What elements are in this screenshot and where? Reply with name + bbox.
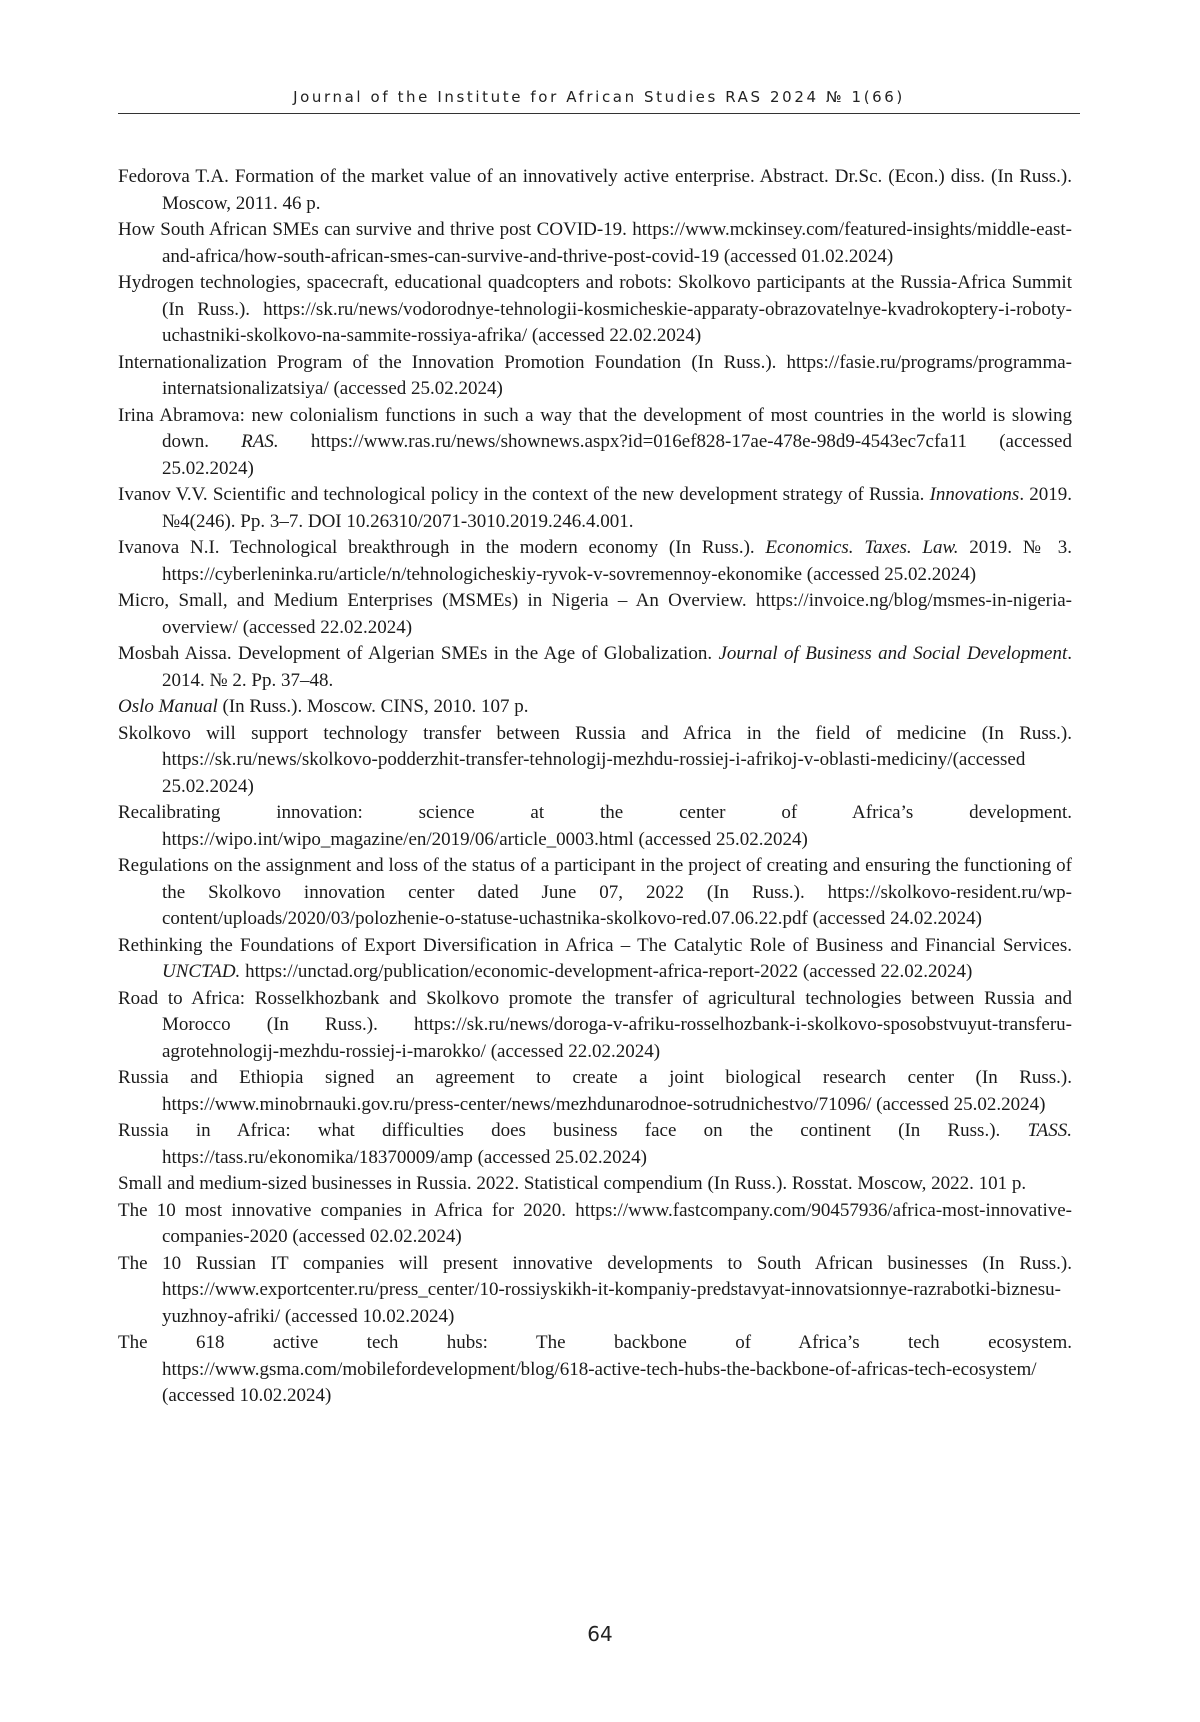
reference-text: Hydrogen technologies, spacecraft, educational quadcopters and robots: Skolkovo participants at the Russia-Africa Summit (In Russ.). https://sk.ru/news/vodorodnye-tehnologii-kosmicheskie-apparaty-obrazovatelnye-kvadrokoptery-i-roboty-uchastniki-skolkovo-na-sammite-rossiya-afrika/ (accessed 22.02.2024): [118, 272, 1072, 346]
reference-entry: [118, 1118, 1072, 1171]
reference-italic-text: Innovations: [929, 484, 1020, 505]
reference-text: 2019. № 3. https://cyberleninka.ru/article/n/tehnologicheskiy-ryvok-v-sovremennoy-ekonomike (accessed 25.02.2024): [162, 537, 1072, 585]
reference-text: Russia in Africa: what difficulties does business face on the continent (In Russ.).: [118, 1120, 1028, 1141]
reference-entry: [118, 1171, 1072, 1198]
reference-text: Mosbah Aissa. Development of Algerian SMEs in the Age of Globalization.: [118, 643, 719, 664]
reference-text: Ivanov V.V. Scientific and technological policy in the context of the new development strategy of Russia.: [118, 484, 930, 505]
reference-entry: [118, 403, 1072, 483]
reference-text: How South African SMEs can survive and thrive post COVID-19. https://www.mckinsey.com/featured-insights/middle-east-and-africa/how-south-african-smes-can-survive-and-thrive-post-covid-19 (accessed 01.02.2024): [118, 219, 1072, 267]
reference-text: Regulations on the assignment and loss of the status of a participant in the project of creating and ensuring the functioning of the Skolkovo innovation center dated June 07, 2022 (In Russ.). https://skolkovo-resident.ru/wp-content/uploads/2020/03/polozhenie-o-statuse-uchastnika-skolkovo-red.07.06.22.pdf (accessed 24.02.2024): [118, 855, 1072, 929]
reference-entry: [118, 270, 1072, 350]
reference-italic-text: Oslo Manual: [118, 696, 218, 717]
reference-text: Recalibrating innovation: science at the center of Africa’s development. https://wipo.int/wipo_magazine/en/2019/06/article_0003.html (accessed 25.02.2024): [118, 802, 1072, 850]
reference-text: https://unctad.org/publication/economic-development-africa-report-2022 (accessed 22.02.2024): [240, 961, 973, 982]
reference-text: Russia and Ethiopia signed an agreement to create a joint biological research center (In Russ.). https://www.minobrnauki.gov.ru/press-center/news/mezhdunarodnoe-sotrudnichestvo/71096/ (accessed 25.02.2024): [118, 1067, 1072, 1115]
reference-text: https://www.ras.ru/news/shownews.aspx?id=016ef828-17ae-478e-98d9-4543ec7cfa11 (accessed 25.02.2024): [162, 431, 1072, 479]
reference-entry: [118, 986, 1072, 1066]
reference-text: Skolkovo will support technology transfer between Russia and Africa in the field of medicine (In Russ.). https://sk.ru/news/skolkovo-podderzhit-transfer-tehnologij-mezhdu-rossiej-i-afrikoj-v-oblasti-mediciny/(accessed 25.02.2024): [118, 722, 1072, 797]
reference-entry: [118, 164, 1072, 217]
reference-text: Micro, Small, and Medium Enterprises (MSMEs) in Nigeria – An Overview. https://invoice.ng/blog/msmes-in-nigeria-overview/ (accessed 22.02.2024): [118, 590, 1072, 638]
reference-italic-text: Economics. Taxes. Law.: [765, 537, 959, 558]
reference-entry: [118, 1198, 1072, 1251]
reference-entry: [118, 1330, 1072, 1410]
reference-text: Internationalization Program of the Innovation Promotion Foundation (In Russ.). https://fasie.ru/programs/programma-internatsionalizatsiya/ (accessed 25.02.2024): [118, 351, 1072, 399]
reference-entry: [118, 535, 1072, 588]
reference-entry: [118, 694, 1072, 721]
reference-entry: [118, 641, 1072, 694]
reference-italic-text: TASS.: [1027, 1120, 1072, 1141]
journal-header: Journal of the Institute for African Studies RAS 2024 № 1(66): [293, 88, 905, 106]
reference-text: Ivanova N.I. Technological breakthrough in the modern economy (In Russ.).: [118, 537, 766, 558]
reference-text: The 10 Russian IT companies will present innovative developments to South African businesses (In Russ.). https://www.exportcenter.ru/press_center/10-rossiyskikh-it-kompaniy-predstavyat-innovatsionnye-razrabotki-biznesu-yuzhnoy-afriki/ (accessed 10.02.2024): [118, 1252, 1072, 1327]
reference-entry: [118, 800, 1072, 853]
reference-text: Small and medium-sized businesses in Russia. 2022. Statistical compendium (In Russ.). Rosstat. Moscow, 2022. 101 p.: [118, 1173, 1027, 1194]
reference-text: The 10 most innovative companies in Africa for 2020. https://www.fastcompany.com/90457936/africa-most-innovative-companies-2020 (accessed 02.02.2024): [118, 1199, 1072, 1247]
header-divider: [118, 113, 1080, 114]
reference-text: Fedorova T.A. Formation of the market value of an innovatively active enterprise. Abstract. Dr.Sc. (Econ.) diss. (In Russ.). Moscow, 2011. 46 p.: [118, 166, 1072, 214]
reference-list: [118, 164, 1072, 1410]
reference-text: Rethinking the Foundations of Export Diversification in Africa – The Catalytic Role of Business and Financial Services.: [118, 934, 1072, 956]
reference-text: (In Russ.). Moscow. CINS, 2010. 107 p.: [217, 696, 529, 717]
reference-text: . 2019. №4(246). Pp. 3–7. DOI 10.26310/2071-3010.2019.246.4.001.: [162, 484, 1072, 532]
reference-entry: [118, 853, 1072, 933]
reference-entry: [118, 1065, 1072, 1118]
page-number: 64: [587, 1622, 613, 1646]
reference-entry: [118, 217, 1072, 270]
reference-text: . 2014. № 2. Pp. 37–48.: [162, 643, 1072, 691]
reference-entry: [118, 482, 1072, 535]
reference-text: Road to Africa: Rosselkhozbank and Skolkovo promote the transfer of agricultural technologies between Russia and Morocco (In Russ.). https://sk.ru/news/doroga-v-afriku-rosselhozbank-i-skolkovo-sposobstvuyut-transferu-agrotehnologij-mezhdu-rossiej-i-marokko/ (accessed 22.02.2024): [118, 987, 1072, 1062]
reference-entry: [118, 588, 1072, 641]
reference-text: https://tass.ru/ekonomika/18370009/amp (accessed 25.02.2024): [162, 1146, 647, 1168]
reference-text: Irina Abramova: new colonialism functions in such a way that the development of most countries in the world is slowing down.: [118, 404, 1072, 452]
reference-entry: [118, 1251, 1072, 1331]
reference-entry: [118, 350, 1072, 403]
reference-italic-text: Journal of Business and Social Development: [718, 643, 1068, 664]
reference-entry: [118, 721, 1072, 801]
reference-italic-text: UNCTAD.: [162, 961, 241, 982]
reference-text: The 618 active tech hubs: The backbone of Africa’s tech ecosystem. https://www.gsma.com/mobilefordevelopment/blog/618-active-tech-hubs-the-backbone-of-africas-tech-ecosystem/ (accessed 10.02.2024): [118, 1332, 1072, 1406]
reference-entry: [118, 933, 1072, 986]
reference-italic-text: RAS.: [241, 431, 279, 452]
